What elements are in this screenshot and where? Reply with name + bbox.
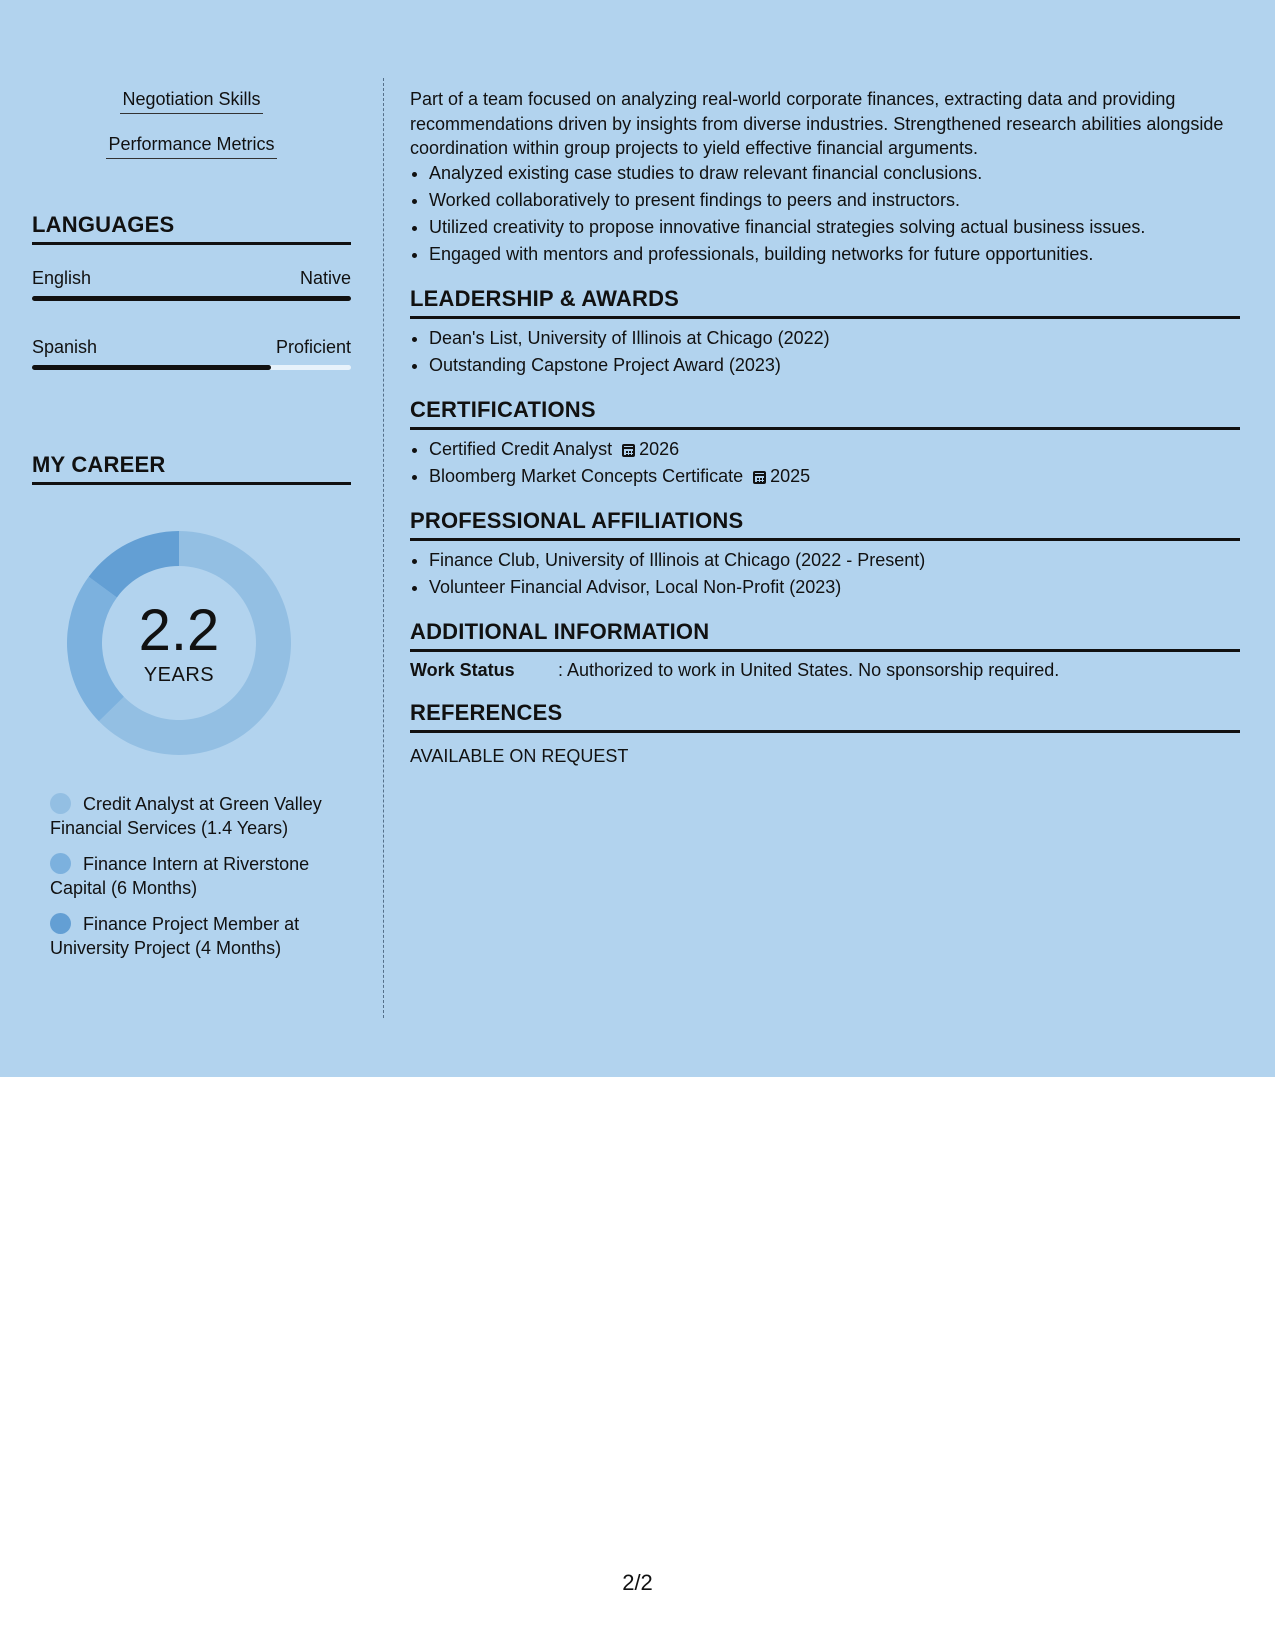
skill-label: Negotiation Skills [120,88,262,114]
list-item [429,463,1259,490]
list-item: • Dean's List, University of Illinois at Chicago (2022) [429,325,1259,352]
language-english [32,268,351,302]
certification-name: Bloomberg Market Concepts Certificate [429,466,744,486]
additional-info-heading: ADDITIONAL INFORMATION [410,619,1240,652]
career-donut-chart [66,530,292,756]
page-number: 2/2 [622,1570,653,1595]
skill-item [32,88,351,114]
language-bar-fill [32,296,351,301]
leadership-heading: LEADERSHIP & AWARDS [410,286,1240,319]
list-item: • Finance Club, University of Illinois at Chicago (2022 - Present) [429,547,1259,574]
list-item: • Analyzed existing case studies to draw relevant financial conclusions. [429,160,1259,187]
career-legend [50,792,340,972]
legend-color-dot [50,793,71,814]
legend-item [50,852,340,900]
affiliations-list [410,547,1259,601]
legend-label: Finance Project Member at University Project (4 Months) [50,914,300,958]
skill-label: Performance Metrics [106,133,276,159]
list-item [429,436,1259,463]
list-item: • Engaged with mentors and professionals, building networks for future opportunities. [429,241,1259,268]
language-name: Spanish [32,337,98,357]
legend-item [50,912,340,960]
project-summary: Part of a team focused on analyzing real-world corporate finances, extracting data and providing recommendations driven by insights from diverse industries. Strengthened research abilities alongside coordination within group projects to yield effective financial arguments. [410,89,1224,158]
certification-year: 2026 [639,439,680,459]
list-item: • Volunteer Financial Advisor, Local Non-Profit (2023) [429,574,1259,601]
list-item: • Utilized creativity to propose innovative financial strategies solving actual business issues. [429,214,1259,241]
affiliations-heading: PROFESSIONAL AFFILIATIONS [410,508,1240,541]
project-bullets [410,160,1259,268]
list-item: • Outstanding Capstone Project Award (2023) [429,352,1259,379]
references-text: AVAILABLE ON REQUEST [410,746,629,766]
calendar-icon [753,471,766,484]
language-level: Proficient [275,337,351,357]
legend-label: Finance Intern at Riverstone Capital (6 Months) [50,854,310,898]
legend-item [50,792,340,840]
skill-item [32,133,351,159]
language-level: Native [299,268,351,288]
language-bar-track [32,365,351,370]
calendar-icon [622,444,635,457]
leadership-list [410,325,1259,379]
language-bar-fill [32,365,271,370]
work-status-label: Work Status [410,660,515,680]
career-total-value: 2.2 [138,598,220,663]
career-heading: MY CAREER [32,452,351,485]
legend-color-dot [50,913,71,934]
career-total [66,530,292,756]
languages-heading: LANGUAGES [32,212,351,245]
work-status-value: : Authorized to work in United States. No sponsorship required. [558,660,1060,680]
legend-color-dot [50,853,71,874]
language-spanish [32,337,351,371]
certification-year: 2025 [770,466,811,486]
certification-name: Certified Credit Analyst [429,439,613,459]
list-item: • Worked collaboratively to present findings to peers and instructors. [429,187,1259,214]
certifications-list [410,436,1259,490]
language-bar-track [32,296,351,301]
references-heading: REFERENCES [410,700,1240,733]
column-divider [383,78,384,1018]
language-name: English [32,268,92,288]
legend-label: Credit Analyst at Green Valley Financial Services (1.4 Years) [50,794,322,838]
career-total-label: YEARS [143,664,215,686]
certifications-heading: CERTIFICATIONS [410,397,1240,430]
